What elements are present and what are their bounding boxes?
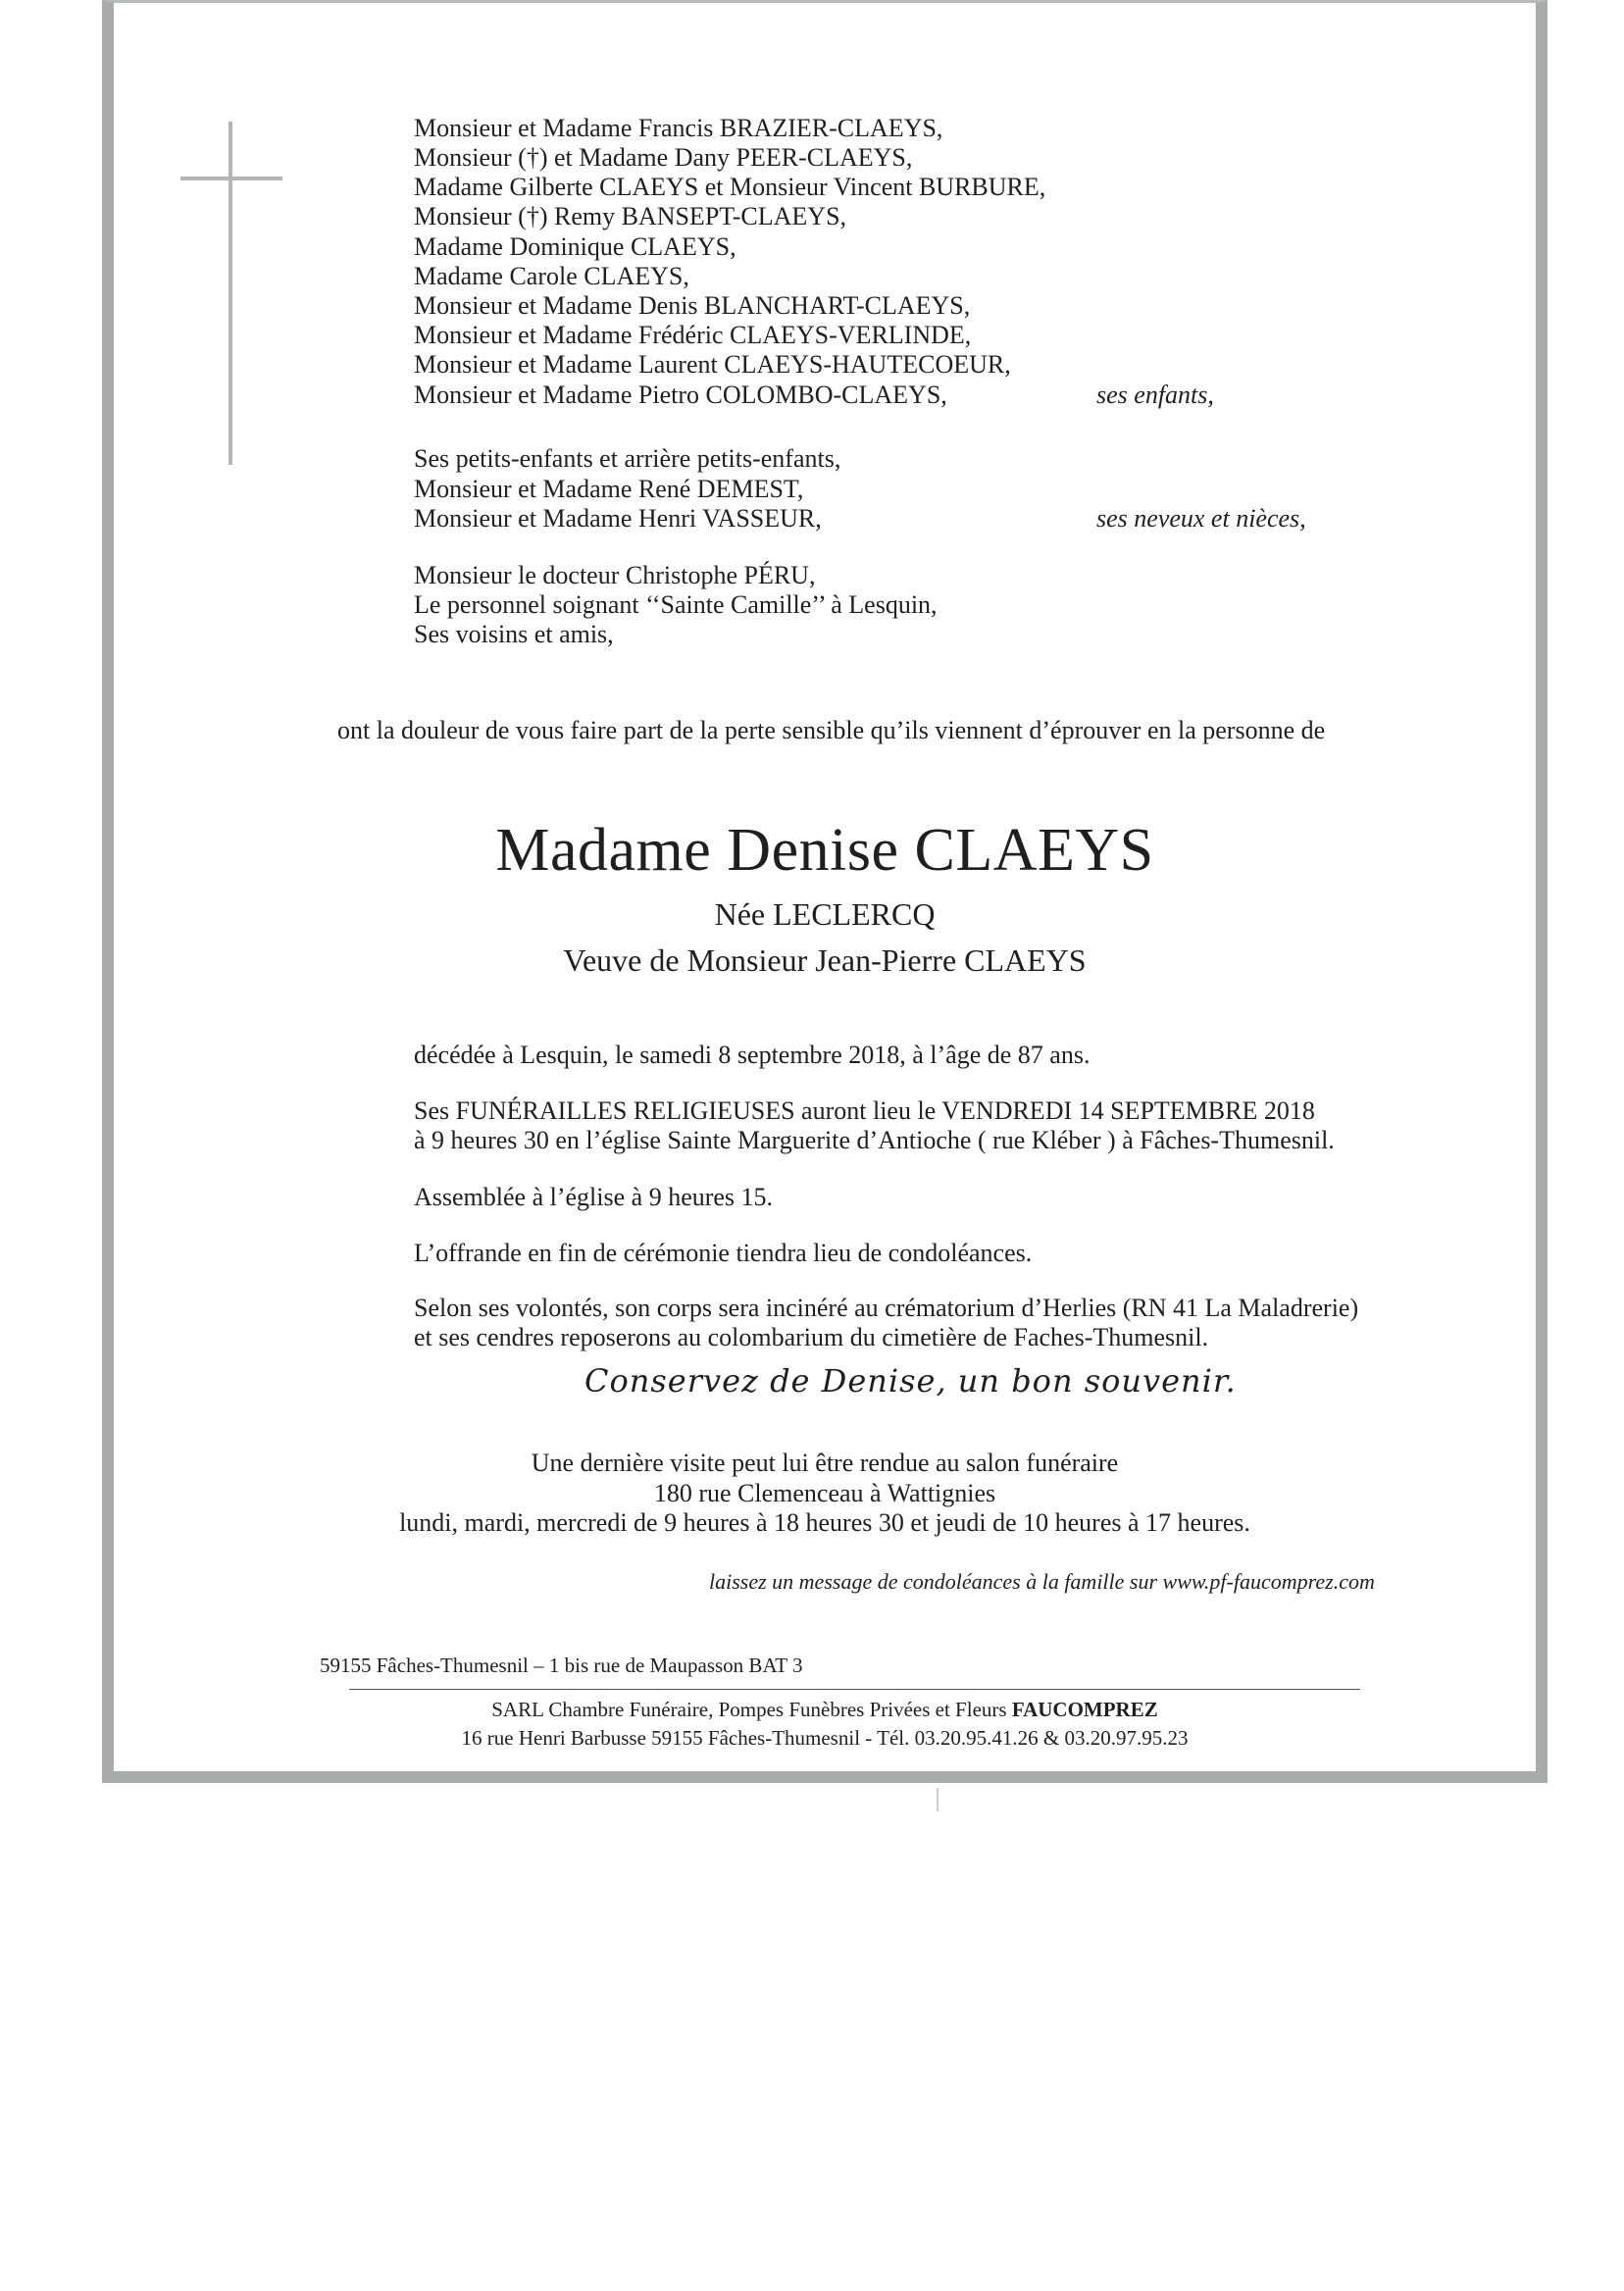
announcement-text: ont la douleur de vous faire part de la perte sensible qu’ils viennent d’éprouver en la personne de <box>337 716 1326 744</box>
family-line: Monsieur et Madame Pietro COLOMBO-CLAEYS, <box>414 381 947 409</box>
children-label: ses enfants, <box>1096 381 1214 409</box>
family-line: Monsieur le docteur Christophe PÉRU, <box>414 561 816 589</box>
family-line: Madame Gilberte CLAEYS et Monsieur Vincent BURBURE, <box>414 173 1046 201</box>
funeral-details: à 9 heures 30 en l’église Sainte Marguerite d’Antioche ( rue Kléber ) à Fâches-Thumesnil. <box>414 1126 1335 1154</box>
family-line: Madame Dominique CLAEYS, <box>414 232 736 261</box>
footer-divider <box>349 1689 1360 1690</box>
family-line: Ses petits-enfants et arrière petits-enfants, <box>414 444 841 473</box>
funeral-details: Ses FUNÉRAILLES RELIGIEUSES auront lieu le VENDREDI 14 SEPTEMBRE 2018 <box>414 1096 1315 1125</box>
nephews-label: ses neveux et nièces, <box>1096 504 1306 533</box>
visit-line: lundi, mardi, mercredi de 9 heures à 18 heures 30 et jeudi de 10 heures à 17 heures. <box>399 1508 1250 1537</box>
maiden-name: Née LECLERCQ <box>714 896 936 932</box>
souvenir-message: Conservez de Denise, un bon souvenir. <box>584 1362 1237 1400</box>
family-line: Monsieur et Madame Henri VASSEUR, <box>414 504 822 533</box>
assembly-details: Assemblée à l’église à 9 heures 15. <box>414 1183 774 1211</box>
deceased-name: Madame Denise CLAEYS <box>495 817 1154 884</box>
company-prefix: SARL Chambre Funéraire, Pompes Funèbres Privées et Fleurs <box>491 1698 1012 1721</box>
family-line: Le personnel soignant ‘‘Sainte Camille’’ à Lesquin, <box>414 590 938 619</box>
family-line: Monsieur (†) Remy BANSEPT-CLAEYS, <box>414 202 847 230</box>
family-line: Monsieur (†) et Madame Dany PEER-CLAEYS, <box>414 143 913 172</box>
wishes-details: et ses cendres reposerons au colombarium du cimetière de Faches-Thumesnil. <box>414 1323 1209 1351</box>
website-note: laissez un message de condoléances à la famille sur www.pf-faucomprez.com <box>709 1569 1375 1594</box>
company-line <box>114 1697 1536 1722</box>
company-name: FAUCOMPREZ <box>1011 1698 1158 1721</box>
family-line: Monsieur et Madame René DEMEST, <box>414 475 804 503</box>
death-details: décédée à Lesquin, le samedi 8 septembre 2018, à l’âge de 87 ans. <box>414 1041 1091 1069</box>
cross-icon <box>228 122 232 465</box>
widow-of: Veuve de Monsieur Jean-Pierre CLAEYS <box>563 942 1087 978</box>
family-line: Monsieur et Madame Denis BLANCHART-CLAEYS, <box>414 291 971 320</box>
wishes-details: Selon ses volontés, son corps sera incinéré au crématorium d’Herlies (RN 41 La Maladrerie) <box>414 1294 1359 1322</box>
family-line: Madame Carole CLAEYS, <box>414 262 689 290</box>
family-line: Monsieur et Madame Frédéric CLAEYS-VERLINDE, <box>414 321 972 349</box>
contact-line: 16 rue Henri Barbusse 59155 Fâches-Thumesnil - Tél. 03.20.95.41.26 & 03.20.97.95.23 <box>461 1726 1189 1750</box>
visit-line: 180 rue Clemenceau à Wattignies <box>653 1479 996 1507</box>
family-line: Monsieur et Madame Laurent CLAEYS-HAUTECOEUR, <box>414 350 1011 379</box>
visit-line: Une dernière visite peut lui être rendue au salon funéraire <box>531 1449 1119 1477</box>
family-line: Ses voisins et amis, <box>414 620 614 648</box>
funeral-notice <box>102 0 1548 1783</box>
cross-icon-bar <box>180 177 282 180</box>
family-line: Monsieur et Madame Francis BRAZIER-CLAEYS, <box>414 114 943 142</box>
offering-details: L’offrande en fin de cérémonie tiendra lieu de condoléances. <box>414 1239 1033 1267</box>
scan-mark <box>937 1788 939 1811</box>
address-line: 59155 Fâches-Thumesnil – 1 bis rue de Maupasson BAT 3 <box>320 1654 803 1677</box>
